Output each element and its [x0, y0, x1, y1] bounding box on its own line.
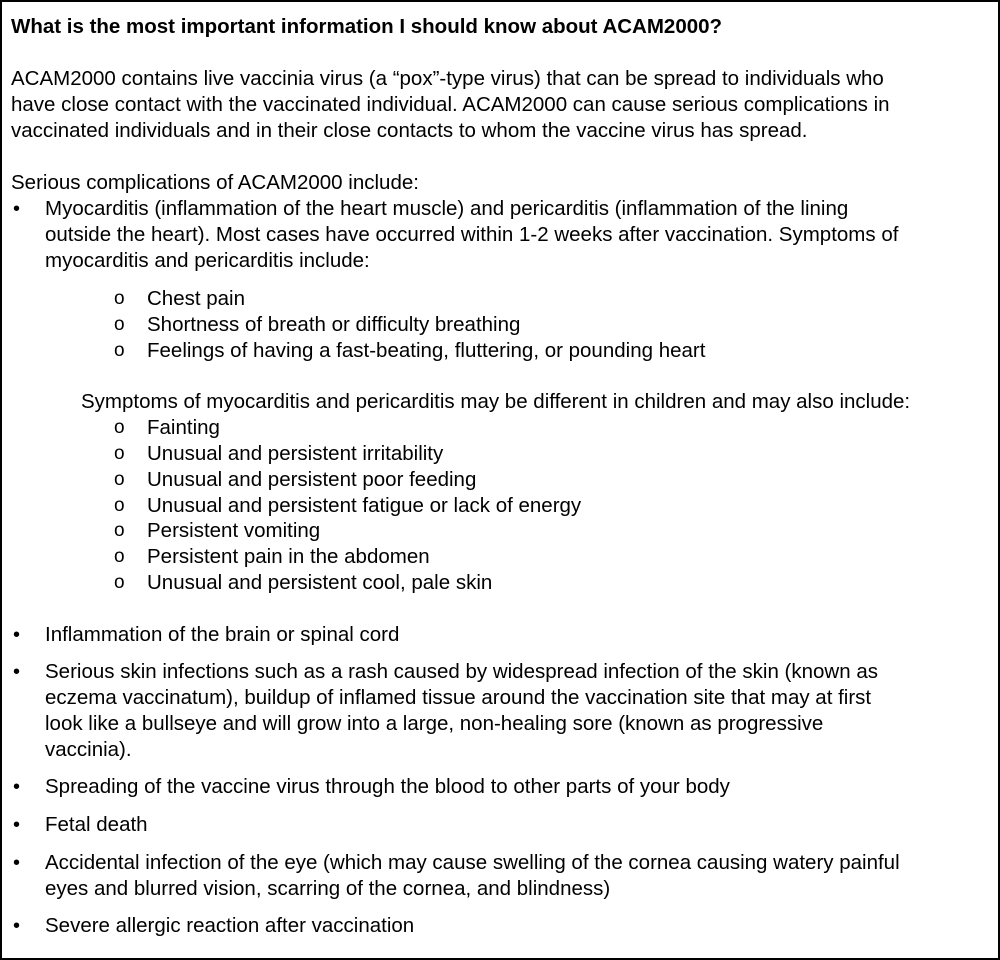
sub-bullet-marker: o: [114, 495, 125, 516]
complication-item-line: Serious skin infections such as a rash caused by widespread infection of the skin (known as: [45, 660, 878, 683]
child-symptom-item: Persistent pain in the abdomen: [147, 545, 430, 568]
myocarditis-line-3: myocarditis and pericarditis include:: [45, 249, 370, 272]
bullet-marker: •: [13, 852, 21, 874]
child-symptom-item: Unusual and persistent cool, pale skin: [147, 571, 493, 594]
complication-item: Inflammation of the brain or spinal cord: [45, 623, 400, 646]
sub-bullet-marker: o: [114, 443, 125, 464]
complication-item-line: vaccinia).: [45, 738, 132, 761]
sub-bullet-marker: o: [114, 469, 125, 490]
child-symptom-item: Unusual and persistent poor feeding: [147, 468, 477, 491]
child-symptom-item: Unusual and persistent irritability: [147, 442, 444, 465]
complication-item-line: eyes and blurred vision, scarring of the cornea, and blindness): [45, 877, 611, 900]
complication-item: Spreading of the vaccine virus through the blood to other parts of your body: [45, 775, 730, 798]
sub-bullet-marker: o: [114, 340, 125, 361]
bullet-marker: •: [13, 915, 21, 937]
bullet-marker: •: [13, 624, 21, 646]
myocarditis-line-1: Myocarditis (inflammation of the heart muscle) and pericarditis (inflammation of the lining: [45, 197, 849, 220]
complication-item: Fetal death: [45, 813, 148, 836]
complication-item: Severe allergic reaction after vaccination: [45, 914, 415, 937]
sub-bullet-marker: o: [114, 314, 125, 335]
intro-line-1: ACAM2000 contains live vaccinia virus (a “pox”-type virus) that can be spread to individuals who: [11, 67, 884, 90]
symptom-item: Shortness of breath or difficulty breathing: [147, 313, 521, 336]
bullet-marker: •: [13, 198, 21, 220]
intro-line-3: vaccinated individuals and in their close contacts to whom the vaccine virus has spread.: [11, 119, 808, 142]
intro-line-2: have close contact with the vaccinated individual. ACAM2000 can cause serious complications in: [11, 93, 890, 116]
complication-item-line: eczema vaccinatum), buildup of inflamed tissue around the vaccination site that may at first: [45, 686, 872, 709]
sub-bullet-marker: o: [114, 417, 125, 438]
complication-item-line: Accidental infection of the eye (which may cause swelling of the cornea causing watery painful: [45, 851, 900, 874]
bullet-marker: •: [13, 814, 21, 836]
sub-bullet-marker: o: [114, 520, 125, 541]
complications-intro: Serious complications of ACAM2000 include:: [11, 171, 419, 194]
complication-item-line: look like a bullseye and will grow into a large, non-healing sore (known as progressive: [45, 712, 824, 735]
sub-bullet-marker: o: [114, 546, 125, 567]
sub-bullet-marker: o: [114, 288, 125, 309]
symptom-item: Chest pain: [147, 287, 246, 310]
child-symptom-item: Unusual and persistent fatigue or lack of energy: [147, 494, 582, 517]
bullet-marker: •: [13, 776, 21, 798]
symptom-item: Feelings of having a fast-beating, fluttering, or pounding heart: [147, 339, 706, 362]
children-intro: Symptoms of myocarditis and pericarditis may be different in children and may also include:: [81, 390, 911, 413]
bullet-marker: •: [13, 661, 21, 683]
sub-bullet-marker: o: [114, 572, 125, 593]
child-symptom-item: Fainting: [147, 416, 220, 439]
child-symptom-item: Persistent vomiting: [147, 519, 321, 542]
myocarditis-line-2: outside the heart). Most cases have occurred within 1-2 weeks after vaccination. Symptoms of: [45, 223, 899, 246]
section-heading: What is the most important information I should know about ACAM2000?: [11, 15, 723, 38]
